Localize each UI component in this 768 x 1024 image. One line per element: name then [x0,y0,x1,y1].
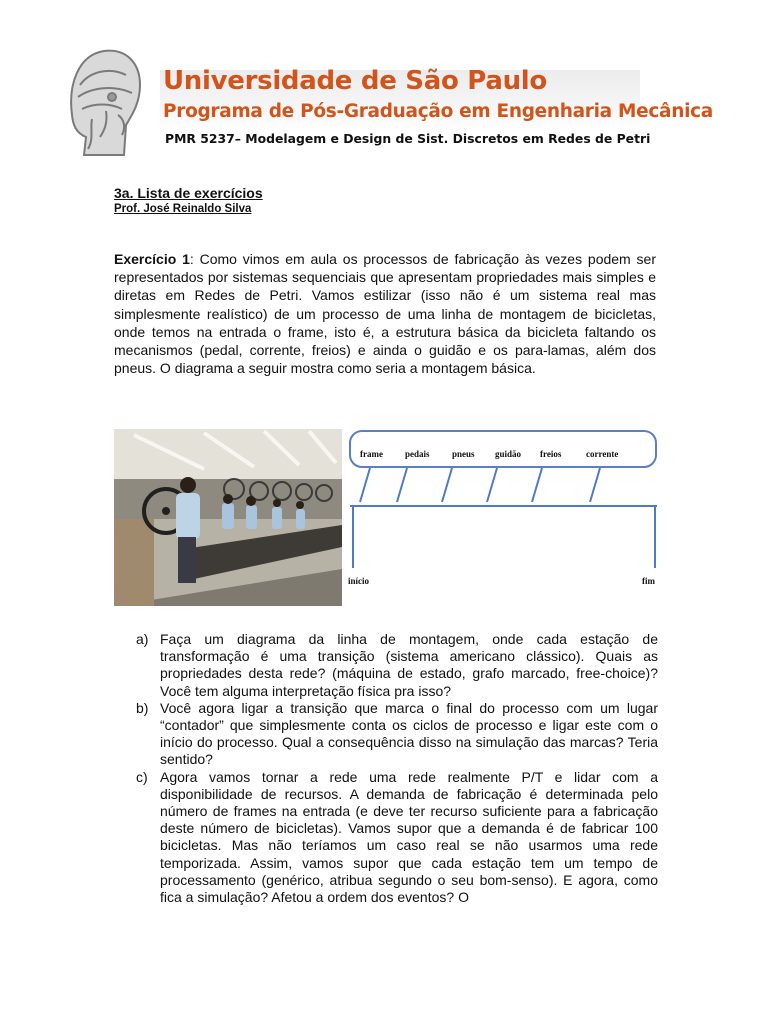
list-item [114,769,658,907]
item-text: Faça um diagrama da linha de montagem, onde cada estação de transformação é uma transição (sistema americano clássico). Quais as propriedades desta rede? (máquina de estado, grafo marcado, free-choice)? Você tem alguma interpretação física pra isso? [160,631,658,699]
station-label-corrente: corrente [586,449,619,459]
item-text: Agora vamos tornar a rede uma rede realmente P/T e lidar com a disponibilidade de recursos. A demanda de fabricação é determinada pelo número de frames na entrada (e deve ter recurso suficiente para a fabricação deste número de bicicletas). Vamos supor que a demanda é de fabricar 100 bicicletas. Mas não teríamos um caso real se não usarmos uma rede temporizada. Assim, vamos supor que cada estação tem um tempo de processamento (genérico, atribua segundo o seu bom-senso). E agora, como fica a simulação? Afetou a ordem dos eventos? O [160,768,658,906]
exercise-items [114,631,658,906]
list-item [114,700,658,769]
exercise-1-label: Exercício 1 [114,251,190,267]
list-item [114,631,658,700]
assembly-line-photo [114,429,342,606]
assembly-line-diagram [344,428,664,593]
feed-arrow-pneus [442,468,452,502]
exercise-list-title: 3a. Lista de exercícios [114,185,263,201]
exercise-1-text: : Como vimos em aula os processos de fabricação às vezes podem ser representados por sistemas sequenciais que apresentam propriedades mais simples e diretas em Redes de Petri. Vamos estilizar (isso não é um sistema real mas simplesmente realístico) de um processo de uma linha de montagem de bicicletas, onde temos na entrada o frame, isto é, a estrutura básica da bicicleta faltando os mecanismos (pedal, corrente, freios) e ainda o guidão e os para-lamas, além dos pneus. O diagrama a seguir mostra como seria a montagem básica. [114,251,656,377]
feed-arrow-frame [360,468,370,502]
feed-arrow-pedais [397,468,407,502]
feed-arrow-guidao [487,468,497,502]
item-marker: b) [136,699,149,716]
end-label: fim [642,576,655,586]
course-title: PMR 5237– Modelagem e Design de Sist. Discretos em Redes de Petri [165,131,651,146]
station-label-pneus: pneus [452,449,475,459]
university-title: Universidade de São Paulo [163,66,547,96]
feed-arrow-freios [532,468,542,502]
station-label-guidao: guidão [495,449,522,459]
item-text: Você agora ligar a transição que marca o final do processo com um lugar “contador” que simplesmente conta os ciclos de processo e ligar este com o início do processo. Qual a consequência disso na simulação das marcas? Teria sentido? [160,699,658,768]
university-logo [66,45,146,160]
item-marker: c) [136,768,148,785]
feed-arrow-corrente [590,468,600,502]
exercise-1-paragraph [114,250,656,377]
start-label: início [348,576,370,586]
professor-name: Prof. José Reinaldo Silva [114,203,252,215]
program-title: Programa de Pós-Graduação em Engenharia Mecânica [163,101,713,122]
station-label-frame: frame [360,449,383,459]
station-label-pedais: pedais [405,449,430,459]
item-marker: a) [136,631,149,647]
station-label-freios: freios [540,449,562,459]
